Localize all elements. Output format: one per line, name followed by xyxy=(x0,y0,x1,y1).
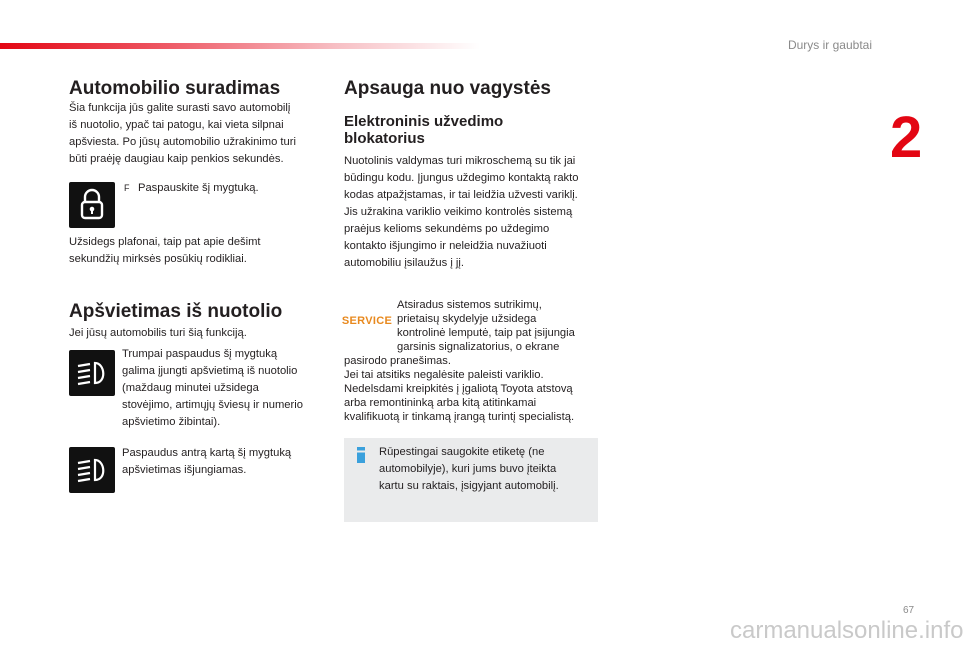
watermark: carmanualsonline.info xyxy=(730,617,963,644)
service-warning-icon xyxy=(341,312,393,328)
locate-title: Automobilio suradimas xyxy=(69,78,281,99)
chapter-number: 2 xyxy=(890,105,923,170)
headlight-icon xyxy=(69,350,115,396)
lock-icon xyxy=(69,182,115,228)
info-icon xyxy=(354,446,368,464)
headlight-icon xyxy=(69,447,115,493)
section-title: Durys ir gaubtai xyxy=(787,38,872,52)
lighting-intro: Jei jūsų automobilis turi šią funkciją. xyxy=(69,327,247,339)
locate-step xyxy=(124,180,259,197)
lighting-title: Apšvietimas iš nuotolio xyxy=(69,301,283,322)
page-number: 67 xyxy=(903,605,915,616)
header-accent-bar xyxy=(0,43,480,49)
theft-title: Apsauga nuo vagystės xyxy=(344,78,551,99)
svg-text:SERVICE: SERVICE xyxy=(341,315,393,327)
bullet-mark: F xyxy=(124,183,130,193)
locate-step-text: Paspauskite šį mygtuką. xyxy=(138,182,259,194)
